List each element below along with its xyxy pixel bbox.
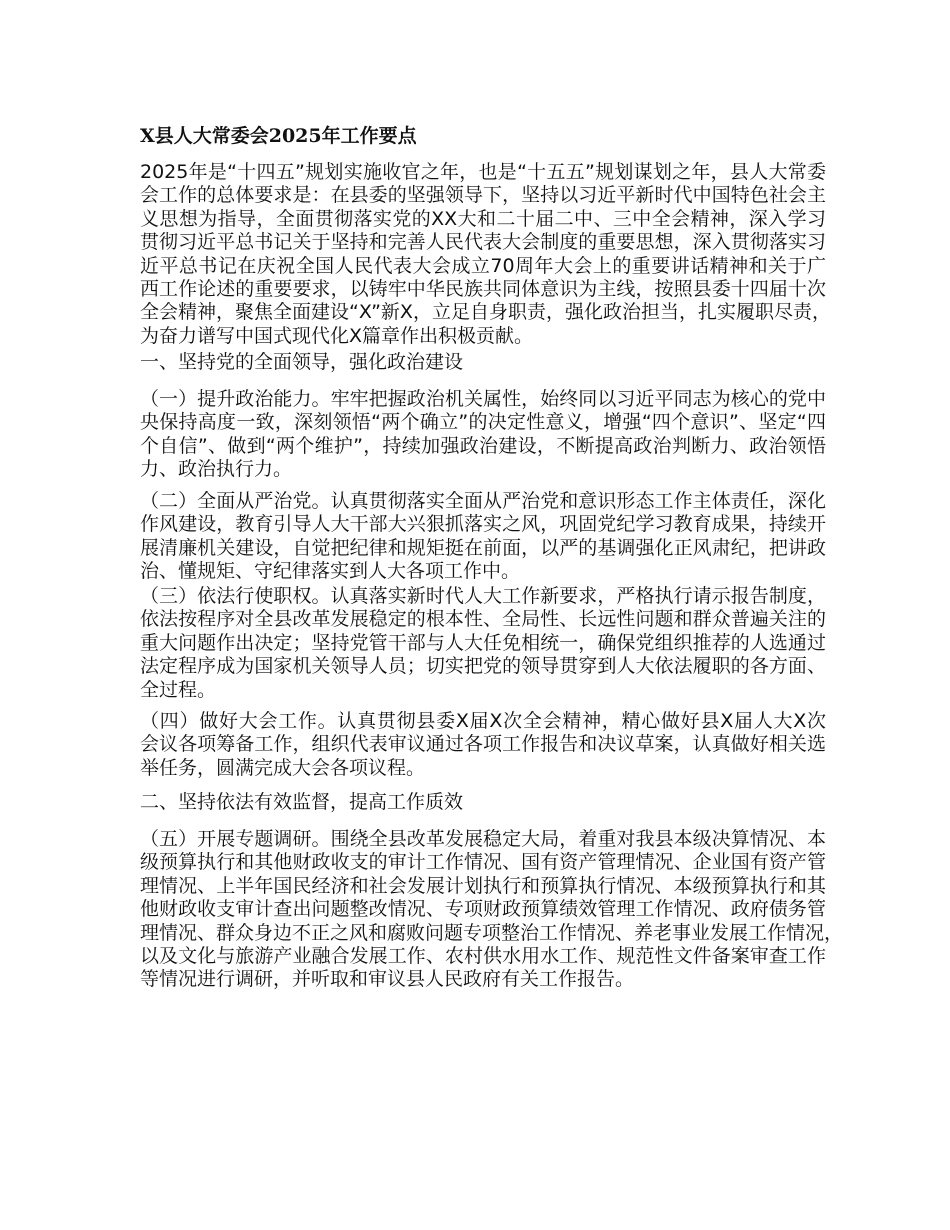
text-line: 重大问题作出决定；坚持党管干部与人大任免相统一，确保党组织推荐的人选通过 [140, 631, 826, 654]
intro-paragraph [140, 161, 831, 348]
text-line: 理情况、上半年国民经济和社会发展计划执行和预算执行情况、本级预算执行和其 [140, 874, 826, 897]
text-line: （三）依法行使职权。认真落实新时代人大工作新要求，严格执行请示报告制度， [140, 585, 826, 607]
paragraph-item-5 [140, 828, 844, 992]
text-line: 为奋力谱写中国式现代化X篇章作出积极贡献。 [140, 324, 534, 347]
text-line: 级预算执行和其他财政收支的审计工作情况、国有资产管理情况、企业国有资产管 [140, 851, 826, 874]
text-line: 西工作论述的重要要求，以铸牢中华民族共同体意识为主线，按照县委十四届十次 [140, 277, 826, 300]
text-line: 举任务，圆满完成大会各项议程。 [140, 756, 426, 779]
text-line: 以及文化与旅游产业融合发展工作、农村供水用水工作、规范性文件备案审查工作 [140, 944, 826, 967]
document-title [140, 125, 826, 148]
text-line: 2025年是“十四五”规划实施收官之年，也是“十五五”规划谋划之年，县人大常委 [140, 161, 826, 183]
text-line: （五）开展专题调研。围绕全县改革发展稳定大局，着重对我县本级决算情况、本 [140, 828, 826, 850]
text-line: （一）提升政治能力。牢牢把握政治机关属性，始终同以习近平同志为核心的党中 [140, 388, 826, 410]
text-line: 近平总书记在庆祝全国人民代表大会成立70周年大会上的重要讲话精神和关于广 [140, 254, 826, 277]
text-line: 全会精神，聚焦全面建设“X”新X，立足自身职责，强化政治担当，扎实履职尽责， [140, 301, 831, 324]
text-line: 法定程序成为国家机关领导人员；切实把党的领导贯穿到人大依法履职的各方面、 [140, 655, 826, 678]
text-line: （四）做好大会工作。认真贯彻县委X届X次全会精神，精心做好县X届人大X次 [140, 710, 826, 732]
text-line: 二、坚持依法有效监督，提高工作质效 [140, 791, 464, 813]
paragraph-item-3 [140, 585, 826, 702]
text-line: 等情况进行调研，并听取和审议县人民政府有关工作报告。 [140, 968, 635, 991]
text-line: 他财政收支审计查出问题整改情况、专项财政预算绩效管理工作情况、政府债务管 [140, 898, 826, 921]
text-line: 个自信”、做到“两个维护”，持续加强政治建设，不断提高政治判断力、政治领悟 [140, 434, 826, 457]
document-title-text: X县人大常委会2025年工作要点 [140, 125, 417, 147]
text-line: 贯彻习近平总书记关于坚持和完善人民代表大会制度的重要思想，深入贯彻落实习 [140, 231, 826, 254]
text-line: （二）全面从严治党。认真贯彻落实全面从严治党和意识形态工作主体责任，深化 [140, 490, 826, 512]
paragraph-item-4 [140, 710, 826, 780]
text-line: 理情况、群众身边不正之风和腐败问题专项整治工作情况、养老事业发展工作情况， [140, 921, 844, 944]
text-line: 会工作的总体要求是：在县委的坚强领导下，坚持以习近平新时代中国特色社会主 [140, 184, 826, 207]
text-line: 依法按程序对全县改革发展稳定的根本性、全局性、长远性问题和群众普遍关注的 [140, 608, 826, 631]
text-line: 全过程。 [140, 678, 217, 701]
paragraph-item-1 [140, 388, 826, 482]
text-line: 作风建设，教育引导人大干部大兴狠抓落实之风，巩固党纪学习教育成果，持续开 [140, 513, 826, 536]
text-line: 会议各项筹备工作，组织代表审议通过各项工作报告和决议草案，认真做好相关选 [140, 733, 826, 756]
text-line: 央保持高度一致，深刻领悟“两个确立”的决定性意义，增强“四个意识”、坚定“四 [140, 411, 826, 434]
text-line: 一、坚持党的全面领导，强化政治建设 [140, 351, 464, 373]
text-line: 展清廉机关建设，自觉把纪律和规矩挺在前面，以严的基调强化正风肃纪，把讲政 [140, 536, 826, 559]
text-line: 治、懂规矩、守纪律落实到人大各项工作中。 [140, 560, 521, 583]
text-line: 力、政治执行力。 [140, 458, 293, 481]
text-line: 义思想为指导，全面贯彻落实党的XX大和二十届二中、三中全会精神，深入学习 [140, 207, 826, 230]
section-heading-1 [140, 351, 826, 374]
section-heading-2 [140, 791, 826, 814]
paragraph-item-2 [140, 490, 826, 584]
